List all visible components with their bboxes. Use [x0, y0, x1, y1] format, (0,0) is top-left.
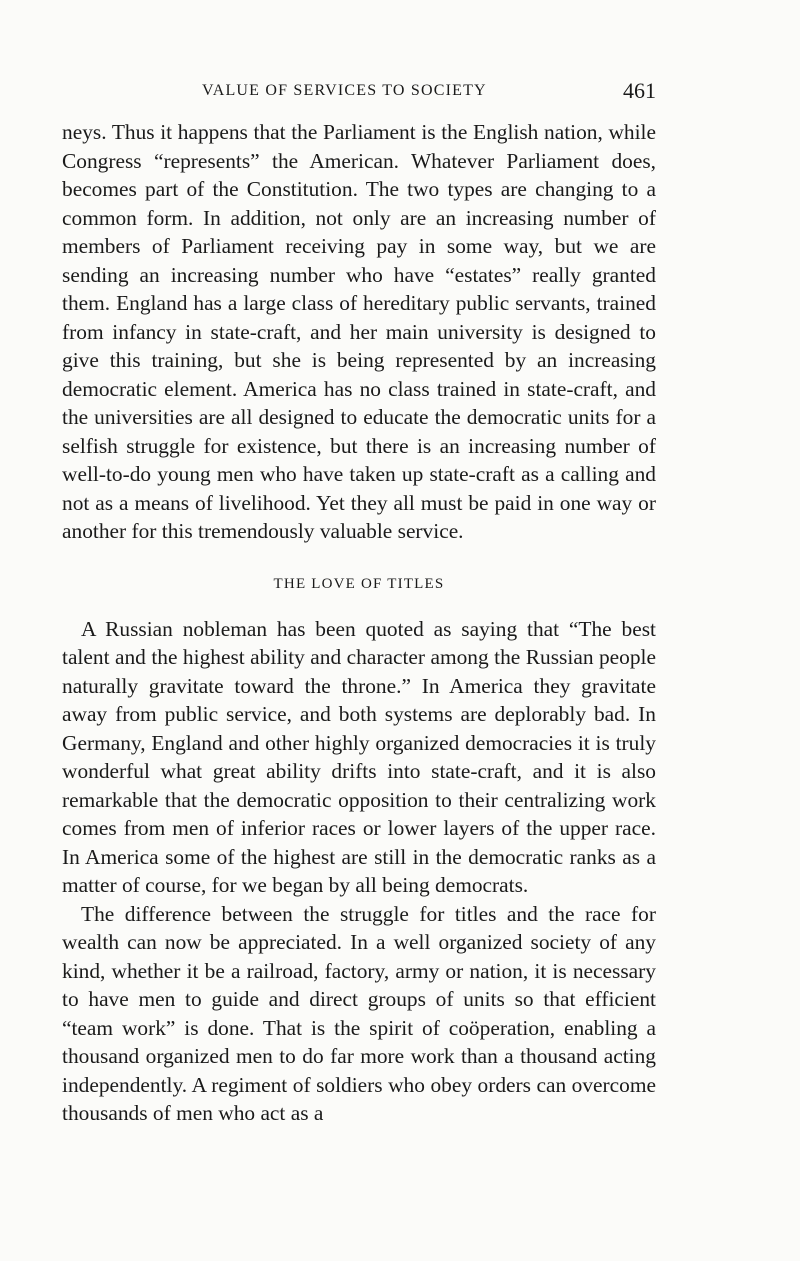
running-title: VALUE OF SERVICES TO SOCIETY [202, 82, 487, 99]
running-head [62, 78, 656, 108]
book-page [62, 78, 656, 1128]
section-heading: THE LOVE OF TITLES [273, 575, 445, 592]
paragraph-titles-vs-wealth: The difference between the struggle for titles and the race for wealth can now be appreciated. In a well organized society of any kind, whether it be a railroad, factory, army or nation, it is necessary to have men to guide and direct groups of units so that efficient “team work” is done. That is the spirit of coöperation, enabling a thousand organized men to do far more work than a thousand acting independently. A regiment of soldiers who obey orders can overcome thousands of men who act as a [62, 901, 656, 1125]
paragraph-continued: neys. Thus it happens that the Parliament is the English nation, while Congress “represents” the American. Whatever Parliament does, becomes part of the Constitution. The two types are changing to a common form. In addition, not only are an increasing number of members of Parliament receiving pay in some way, but we are sending an increasing number who have “estates” really granted them. England has a large class of hereditary public servants, trained from infancy in state-craft, and her main university is designed to give this training, but she is being represented by an increasing democratic element. America has no class trained in state-craft, and the universities are all designed to educate the democratic units for a selfish struggle for existence, but there is an increasing number of well-to-do young men who have taken up state-craft as a calling and not as a means of livelihood. Yet they all must be paid in one way or another for this tremendously valuable service. [62, 120, 656, 543]
page-number: 461 [623, 78, 656, 103]
paragraph-russian-nobleman: A Russian nobleman has been quoted as saying that “The best talent and the highest ability and character among the Russian people naturally gravitate toward the throne.” In America they gravitate away from public service, and both systems are deplorably bad. In Germany, England and other highly organized democracies it is truly wonderful what great ability drifts into state-craft, and it is also remarkable that the democratic opposition to their centralizing work comes from men of inferior races or lower layers of the upper race. In America some of the highest are still in the democratic ranks as a matter of course, for we began by all being democrats. [62, 616, 656, 897]
